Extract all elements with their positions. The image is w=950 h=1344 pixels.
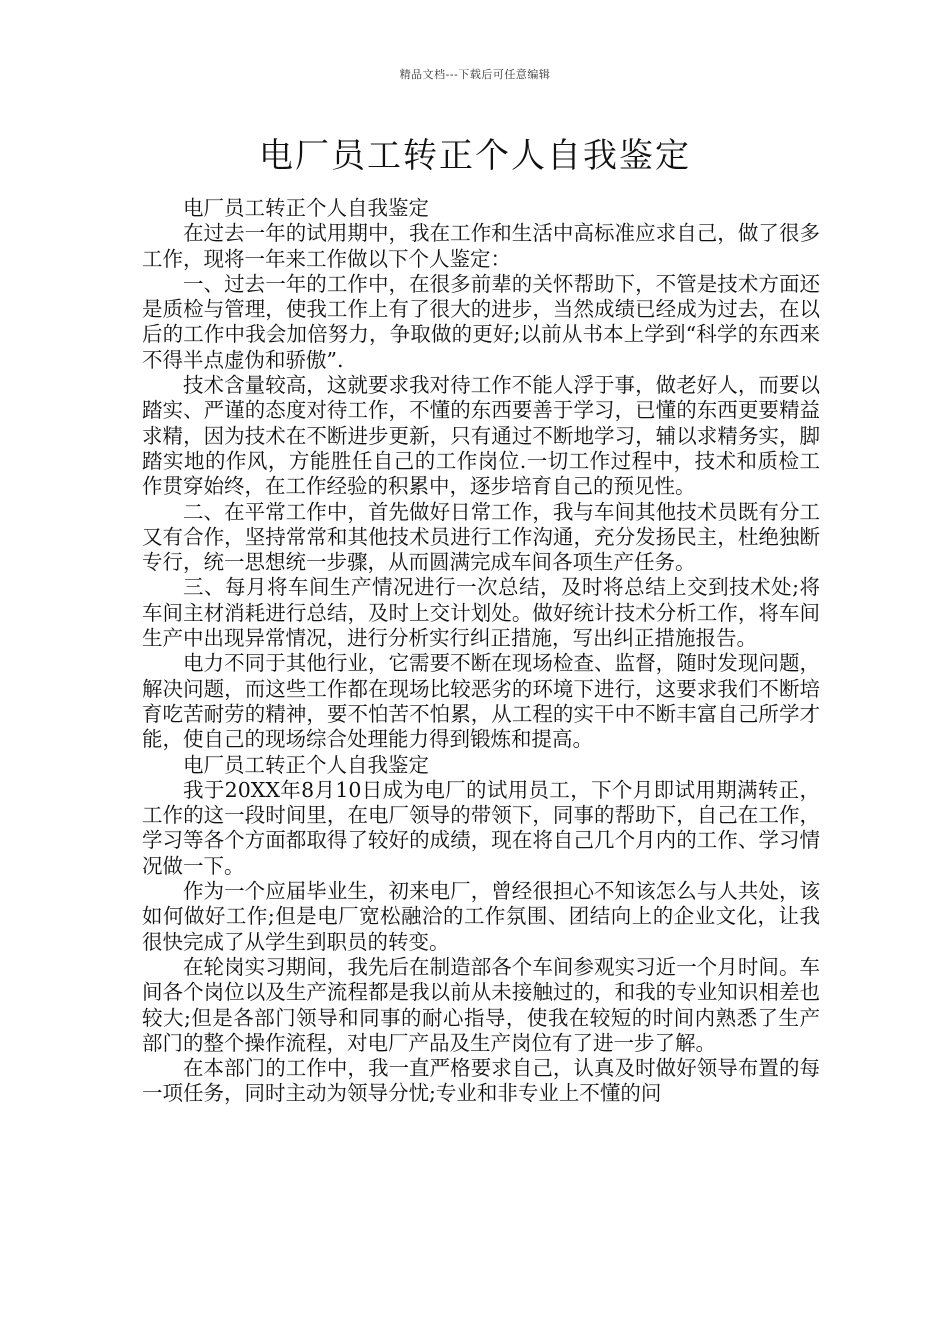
- document-body: [142, 196, 820, 1107]
- paragraph: 我于20XX年8月10日成为电厂的试用员工，下个月即试用期满转正，工作的这一段时间里，在电厂领导的带领下，同事的帮助下，自己在工作，学习等各个方面都取得了较好的成绩，现在将自己几个月内的工作、学习情况做一下。: [142, 777, 820, 878]
- paragraph: 作为一个应届毕业生，初来电厂，曾经很担心不知该怎么与人共处，该如何做好工作;但是电厂宽松融洽的工作氛围、团结向上的企业文化，让我很快完成了从学生到职员的转变。: [142, 879, 820, 954]
- paragraph: 在本部门的工作中，我一直严格要求自己，认真及时做好领导布置的每一项任务，同时主动为领导分忧;专业和非专业上不懂的问: [142, 1056, 820, 1106]
- header-note: 精品文档---下载后可任意编辑: [399, 68, 551, 81]
- paragraph: 二、在平常工作中，首先做好日常工作，我与车间其他技术员既有分工又有合作，坚持常常和其他技术员进行工作沟通，充分发扬民主，杜绝独断专行，统一思想统一步骤，从而圆满完成车间各项生产任务。: [142, 499, 820, 575]
- paragraph: 在轮岗实习期间，我先后在制造部各个车间参观实习近一个月时间。车间各个岗位以及生产流程都是我以前从未接触过的，和我的专业知识相差也较大;但是各部门领导和同事的耐心指导，使我在较短的时间内熟悉了生产部门的整个操作流程，对电厂产品及生产岗位有了进一步了解。: [142, 954, 820, 1055]
- paragraph: 一、过去一年的工作中，在很多前辈的关怀帮助下，不管是技术方面还是质检与管理，使我工作上有了很大的进步，当然成绩已经成为过去，在以后的工作中我会加倍努力，争取做的更好;以前从书本上学到“科学的东西来不得半点虚伪和骄傲”.: [142, 271, 820, 372]
- document-title: 电厂员工转正个人自我鉴定: [259, 136, 691, 176]
- paragraph: 电厂员工转正个人自我鉴定: [183, 196, 429, 220]
- paragraph: 电力不同于其他行业，它需要不断在现场检查、监督，随时发现问题，解决问题，而这些工作都在现场比较恶劣的环境下进行，这要求我们不断培育吃苦耐劳的精神，要不怕苦不怕累，从工程的实干中不断丰富自己所学才能，使自己的现场综合处理能力得到锻炼和提高。: [142, 651, 820, 752]
- paragraph: 在过去一年的试用期中，我在工作和生活中高标准应求自己，做了很多工作，现将一年来工作做以下个人鉴定：: [142, 221, 820, 271]
- paragraph: 三、每月将车间生产情况进行一次总结，及时将总结上交到技术处;将车间主材消耗进行总结，及时上交计划处。做好统计技术分析工作，将车间生产中出现异常情况，进行分析实行纠正措施，写出纠正措施报告。: [142, 575, 820, 651]
- paragraph: 电厂员工转正个人自我鉴定: [183, 752, 429, 777]
- paragraph: 技术含量较高，这就要求我对待工作不能人浮于事，做老好人，而要以踏实、严谨的态度对待工作，不懂的东西要善于学习，已懂的东西更要精益求精，因为技术在不断进步更新，只有通过不断地学习，辅以求精务实，脚踏实地的作风，方能胜任自己的工作岗位.一切工作过程中，技术和质检工作贯穿始终，在工作经验的积累中，逐步培育自己的预见性。: [142, 373, 820, 499]
